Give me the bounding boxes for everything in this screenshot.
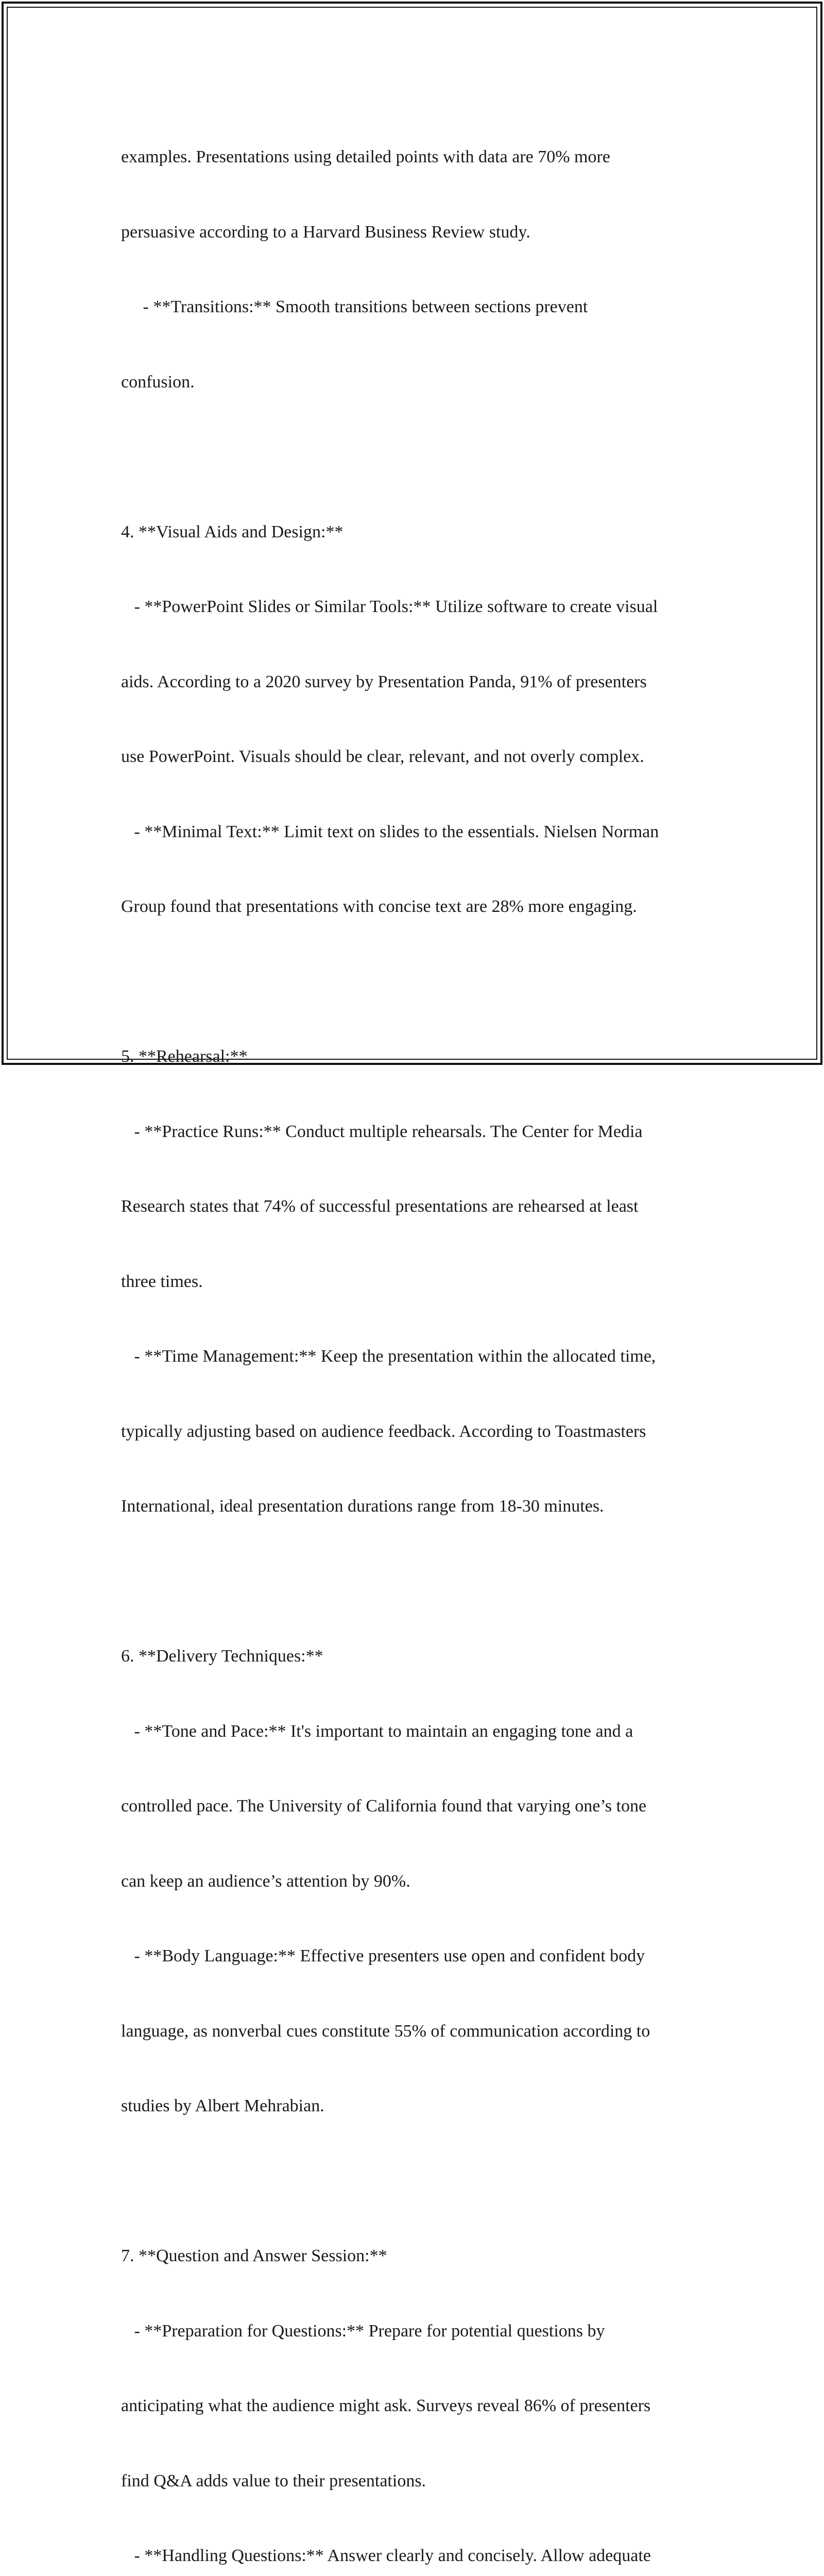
text-line: - **Time Management:** Keep the presentation within the allocated time, [121,1347,656,1366]
section-heading-visual-aids: 4. **Visual Aids and Design:** [121,522,344,541]
text-line: aids. According to a 2020 survey by Presentation Panda, 91% of presenters [121,672,647,691]
blank-line [121,2169,729,2194]
text-line: controlled pace. The University of California found that varying one’s tone [121,1797,647,1816]
text-line: language, as nonverbal cues constitute 55% of communication according to [121,2021,650,2041]
text-line: Research states that 74% of successful presentations are rehearsed at least [121,1197,639,1216]
document-body [121,95,729,2576]
text-line: typically adjusting based on audience feedback. According to Toastmasters [121,1421,646,1441]
text-line: use PowerPoint. Visuals should be clear, relevant, and not overly complex. [121,747,644,766]
text-line: three times. [121,1272,203,1291]
section-heading-rehearsal: 5. **Rehearsal:** [121,1047,248,1066]
text-line: - **Tone and Pace:** It's important to maintain an engaging tone and a [121,1721,633,1741]
section-heading-delivery: 6. **Delivery Techniques:** [121,1647,323,1666]
blank-line [121,970,729,995]
text-line: Group found that presentations with concise text are 28% more engaging. [121,897,637,916]
text-line: studies by Albert Mehrabian. [121,2096,324,2115]
text-line: - **Body Language:** Effective presenters use open and confident body [121,1946,645,1965]
text-line: - **Minimal Text:** Limit text on slides to the essentials. Nielsen Norman [121,822,659,841]
text-line: confusion. [121,372,195,392]
text-line: anticipating what the audience might ask. Surveys reveal 86% of presenters [121,2396,651,2415]
text-line: persuasive according to a Harvard Business Review study. [121,222,530,242]
blank-line [121,445,729,470]
text-line: - **PowerPoint Slides or Similar Tools:** Utilize software to create visual [121,597,658,616]
text-line: find Q&A adds value to their presentations. [121,2471,426,2490]
blank-line [121,1569,729,1595]
text-line: can keep an audience’s attention by 90%. [121,1871,410,1891]
text-line: - **Handling Questions:** Answer clearly and concisely. Allow adequate [121,2546,651,2565]
text-line: examples. Presentations using detailed points with data are 70% more [121,147,610,166]
text-line: International, ideal presentation durations range from 18-30 minutes. [121,1497,604,1516]
text-line: - **Preparation for Questions:** Prepare for potential questions by [121,2321,605,2341]
text-line: - **Practice Runs:** Conduct multiple rehearsals. The Center for Media [121,1122,643,1141]
section-heading-qa: 7. **Question and Answer Session:** [121,2246,387,2265]
text-line: - **Transitions:** Smooth transitions between sections prevent [121,297,588,316]
